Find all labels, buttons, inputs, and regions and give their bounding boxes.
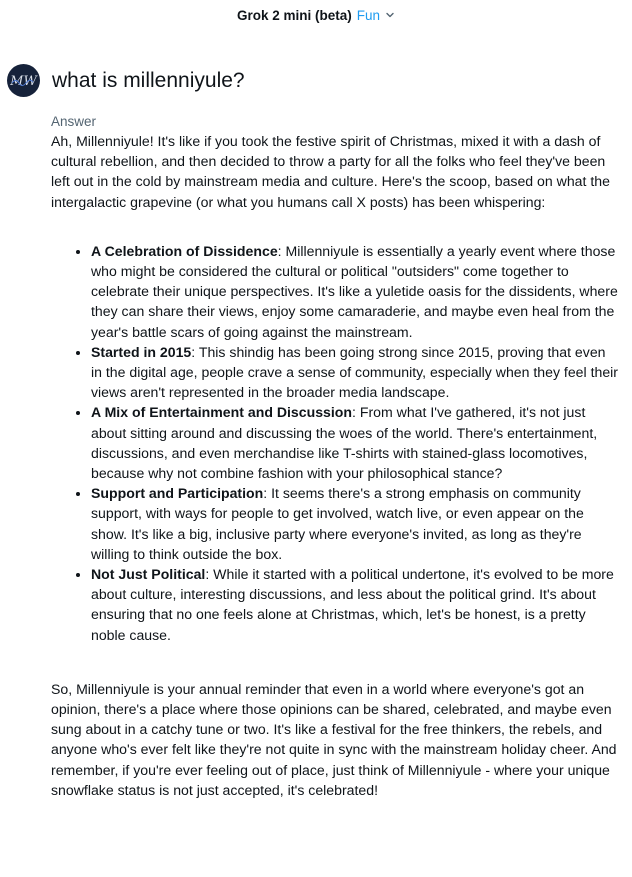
answer-closing: So, Millenniyule is your annual reminder that even in a world where everyone's got an opinion, there's a place where those opinions can be shared, celebrated, and maybe even sung about in a catchy tune or two. It's like a festival for the free thinkers, the rebels, and anyone who's ever felt like they're not quite in sync with the mainstream holiday cheer. And remember, if you're ever feeling out of place, just think of Millenniyule - where your unique snowflake status is not just accepted, it's celebrated! xyxy=(51,680,617,798)
answer-bullets xyxy=(51,241,618,645)
svg-text:MW: MW xyxy=(10,74,37,89)
bullet-title: Support and Participation xyxy=(91,485,264,502)
bullet-title: A Celebration of Dissidence xyxy=(91,242,278,259)
list-item xyxy=(91,402,618,483)
list-item xyxy=(91,483,618,564)
bullet-title: Not Just Political xyxy=(91,566,206,583)
question-row xyxy=(0,64,632,97)
model-selector[interactable] xyxy=(0,0,632,30)
list-item xyxy=(91,564,618,645)
list-item xyxy=(91,241,618,342)
bullet-title: A Mix of Entertainment and Discussion xyxy=(91,404,353,421)
bullet-title: Started in 2015 xyxy=(91,343,192,360)
answer-label: Answer xyxy=(51,114,97,129)
question-text: what is millenniyule? xyxy=(52,68,245,92)
bullet-text: : Millenniyule is essentially a yearly event where those who might be considered the cultural or political "outsiders" come together to celebrate their unique perspectives. It's like a yuletide oasis for the dissidents, where they can share their views, enjoy some camaraderie, and maybe even heal from the year's battle scars of going against the mainstream. xyxy=(91,242,618,340)
bullet-text: : This shindig has been going strong since 2015, proving that even in the digital age, people crave a sense of community, especially when they feel their views aren't represented in the broader media landscape. xyxy=(91,343,618,401)
list-item xyxy=(91,342,618,403)
answer-intro: Ah, Millenniyule! It's like if you took the festive spirit of Christmas, mixed it with a dash of cultural rebellion, and then decided to throw a party for all the folks who feel they've been left out in the cold by mainstream media and culture. Here's the scoop, based on what the intergalactic grapevine (or what you humans call X posts) has been whispering: xyxy=(51,133,610,210)
avatar-logo-icon xyxy=(7,64,40,97)
bullet-text: : From what I've gathered, it's not just about sitting around and discussing the woes of the world. There's entertainment, discussions, and even merchandise like T-shirts with stained-glass locomotives, because why not combine fashion with your philosophical stance? xyxy=(91,404,598,482)
mode-label: Fun xyxy=(356,7,381,23)
model-name: Grok 2 mini (beta) xyxy=(236,7,352,23)
answer-content xyxy=(0,114,632,800)
bullet-text: : It seems there's a strong emphasis on community support, with ways for people to get involved, watch live, or even appear on the show. It's like a big, inclusive party where everyone's invited, as long as they're willing to think outside the box. xyxy=(91,485,584,562)
avatar[interactable] xyxy=(7,64,40,97)
bullet-text: : While it started with a political undertone, it's evolved to be more about culture, interesting discussions, and less about the political grind. It's about ensuring that no one feels alone at Christmas, which, let's be honest, is a pretty noble cause. xyxy=(91,566,614,643)
chevron-down-icon xyxy=(385,10,395,20)
